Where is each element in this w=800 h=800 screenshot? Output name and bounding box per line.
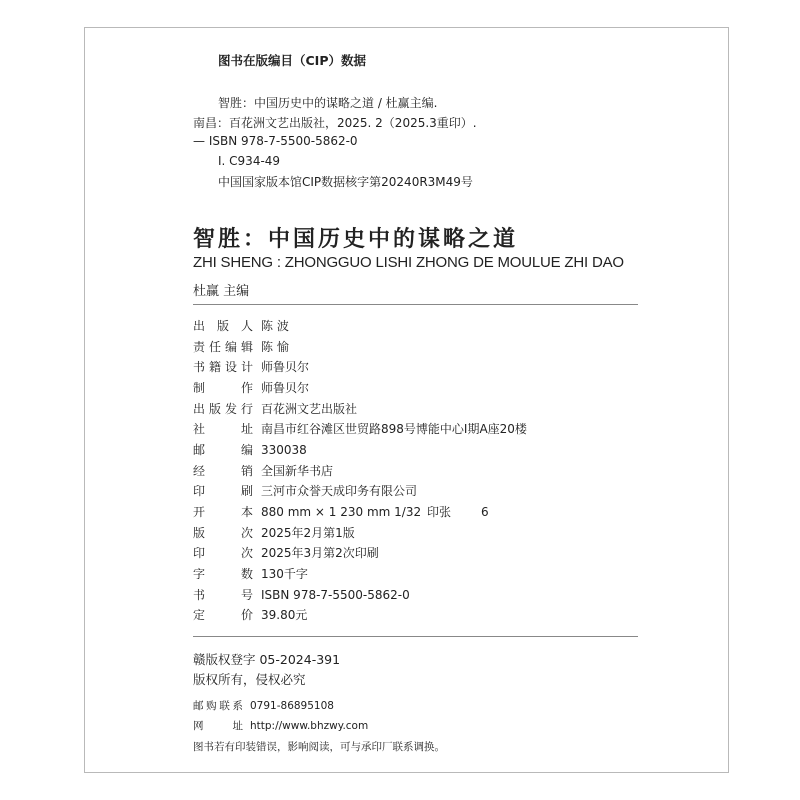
info-value: ISBN 978-7-5500-5862-0: [261, 588, 410, 602]
info-value: 全国新华书店: [261, 464, 334, 478]
info-label: 字数: [193, 567, 253, 581]
info-label: 经销: [193, 464, 253, 478]
info-value: 880 mm × 1 230 mm 1/32: [261, 505, 422, 519]
info-value: 330038: [261, 443, 307, 457]
sheet-count-value: 6: [481, 505, 489, 519]
divider-bottom: [193, 636, 638, 637]
info-value: 39.80元: [261, 608, 308, 622]
cip-heading: 图书在版编目（CIP）数据: [218, 53, 366, 68]
info-value: 南昌市红谷滩区世贸路898号博能中心Ⅰ期A座20楼: [261, 422, 527, 436]
mail-order-phone: 0791-86895108: [250, 700, 334, 712]
info-label: 版次: [193, 526, 253, 540]
website-link[interactable]: http://www.bhzwy.com: [250, 720, 369, 732]
print-error-notice: 图书若有印装错误，影响阅读，可与承印厂联系调换。: [193, 741, 445, 753]
info-value: 130千字: [261, 567, 308, 581]
book-title-pinyin: ZHI SHENG : ZHONGGUO LISHI ZHONG DE MOULUE ZHI DAO: [193, 254, 624, 271]
rights-reserved: 版权所有，侵权必究: [193, 672, 306, 687]
info-label: 书籍设计: [193, 360, 253, 374]
page-border: [84, 27, 729, 773]
info-label: 责任编辑: [193, 340, 253, 354]
sheet-count-label: 印张: [427, 505, 452, 519]
info-label: 书号: [193, 588, 253, 602]
cip-record-number: 中国国家版本馆CIP数据核字第20240R3M49号: [218, 175, 473, 189]
info-label: 开本: [193, 505, 253, 519]
info-value: 师鲁贝尔: [261, 360, 310, 374]
info-label: 社址: [193, 422, 253, 436]
copyright-registration: 赣版权登字 05-2024-391: [193, 652, 341, 667]
info-label: 邮编: [193, 443, 253, 457]
contact-label: 网址: [193, 720, 243, 732]
divider-top: [193, 304, 638, 305]
info-label: 出版发行: [193, 402, 253, 416]
info-value: 陈 波: [261, 319, 289, 333]
info-value: 师鲁贝尔: [261, 381, 310, 395]
cip-title-line: 智胜：中国历史中的谋略之道 / 杜赢主编.: [218, 96, 438, 110]
info-value: 2025年2月第1版: [261, 526, 355, 540]
info-value: 2025年3月第2次印刷: [261, 546, 379, 560]
book-title: 智胜：中国历史中的谋略之道: [193, 226, 519, 252]
book-author: 杜赢 主编: [193, 284, 250, 299]
info-label: 印刷: [193, 484, 253, 498]
contact-label: 邮购联系: [193, 700, 243, 712]
info-label: 出版人: [193, 319, 253, 333]
info-label: 印次: [193, 546, 253, 560]
cip-isbn-line: — ISBN 978-7-5500-5862-0: [193, 134, 358, 148]
cip-classification-line: Ⅰ. C934-49: [218, 154, 281, 168]
info-value: 陈 愉: [261, 340, 289, 354]
info-label: 制作: [193, 381, 253, 395]
info-value: 三河市众誉天成印务有限公司: [261, 484, 418, 498]
cip-publisher-line: 南昌：百花洲文艺出版社，2025. 2（2025.3重印）.: [193, 116, 477, 130]
info-value: 百花洲文艺出版社: [261, 402, 358, 416]
info-label: 定价: [193, 608, 253, 622]
